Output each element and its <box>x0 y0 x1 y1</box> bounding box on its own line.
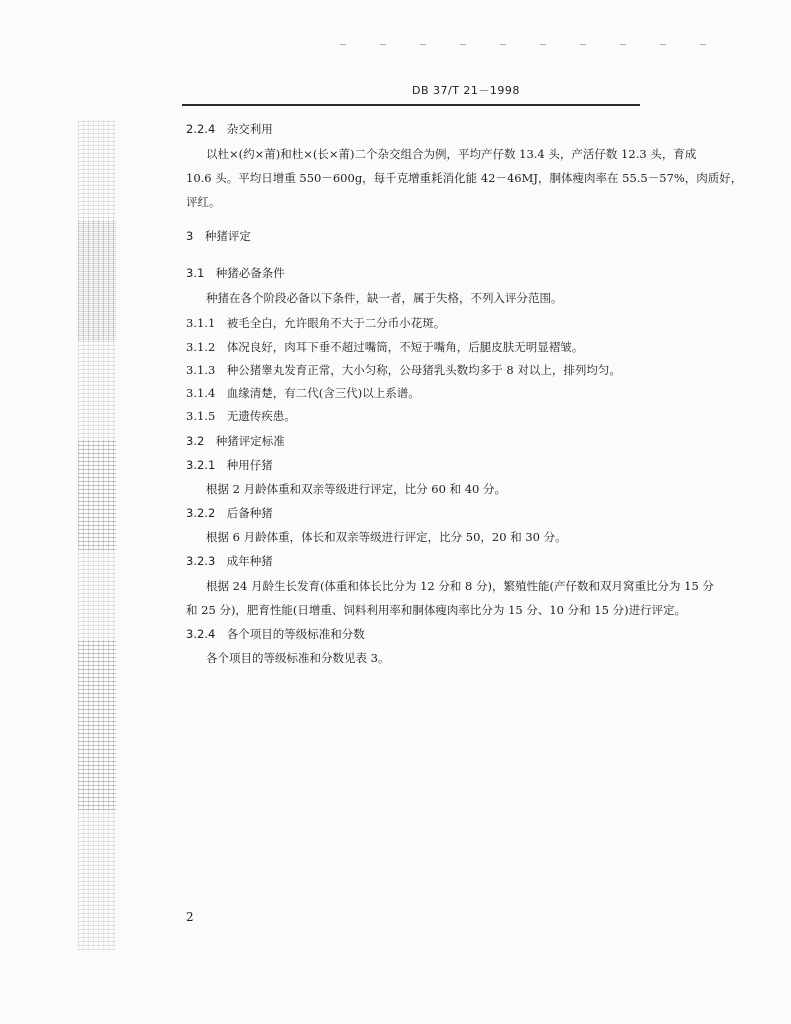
section-heading-3-2-2: 3.2.2 后备种猪 <box>186 506 273 520</box>
scan-edge-noise <box>78 220 116 340</box>
paragraph-line: 10.6 头。平均日增重 550－600g，每千克增重耗消化能 42－46MJ，胴体瘦肉率在 55.5－57%，肉质好， <box>186 171 743 185</box>
section-heading-3-2: 3.2 种猪评定标准 <box>186 434 285 448</box>
section-heading-3-2-1: 3.2.1 种用仔猪 <box>186 458 273 472</box>
section-heading-3: 3 种猪评定 <box>186 229 251 243</box>
page-number: 2 <box>186 910 194 924</box>
paragraph-line: 根据 24 月龄生长发育(体重和体长比分为 12 分和 8 分)，繁殖性能(产仔数和双月窝重比分为 15 分 <box>206 579 714 593</box>
list-item: 3.1.5 无遗传疾患。 <box>186 409 296 423</box>
section-heading-3-2-4: 3.2.4 各个项目的等级标准和分数 <box>186 627 365 641</box>
paragraph-line: 根据 6 月龄体重，体长和双亲等级进行评定，比分 50，20 和 30 分。 <box>206 530 567 544</box>
scan-edge-noise <box>78 440 116 550</box>
list-item: 3.1.4 血缘清楚，有二代(含三代)以上系谱。 <box>186 386 420 400</box>
section-heading-3-1: 3.1 种猪必备条件 <box>186 266 285 280</box>
paragraph-line: 种猪在各个阶段必备以下条件，缺一者，属于失格，不列入评分范围。 <box>206 291 563 305</box>
section-heading-3-2-3: 3.2.3 成年种猪 <box>186 554 273 568</box>
list-item: 3.1.3 种公猪睾丸发育正常，大小匀称，公母猪乳头数均多于 8 对以上，排列均匀。 <box>186 363 621 377</box>
paragraph-line: 根据 2 月龄体重和双亲等级进行评定，比分 60 和 40 分。 <box>206 482 507 496</box>
standard-code: DB 37/T 21－1998 <box>412 84 520 97</box>
paragraph-line: 评红。 <box>186 195 221 209</box>
section-heading-2-2-4: 2.2.4 杂交利用 <box>186 122 273 136</box>
scan-edge-noise <box>78 640 116 810</box>
list-item: 3.1.1 被毛全白，允许眼角不大于二分币小花斑。 <box>186 316 446 330</box>
scan-top-dash <box>340 44 720 45</box>
paragraph-line: 和 25 分)，肥育性能(日增重、饲料利用率和胴体瘦肉率比分为 15 分、10 分和 15 分)进行评定。 <box>186 603 687 617</box>
paragraph-line: 以杜×(约×莆)和杜×(长×莆)二个杂交组合为例，平均产仔数 13.4 头，产活仔数 12.3 头，育成 <box>206 147 697 161</box>
paragraph-line: 各个项目的等级标准和分数见表 3。 <box>206 651 390 665</box>
list-item: 3.1.2 体况良好，肉耳下垂不超过嘴筒，不短于嘴角，后腿皮肤无明显褶皱。 <box>186 340 584 354</box>
header-rule <box>182 104 640 106</box>
